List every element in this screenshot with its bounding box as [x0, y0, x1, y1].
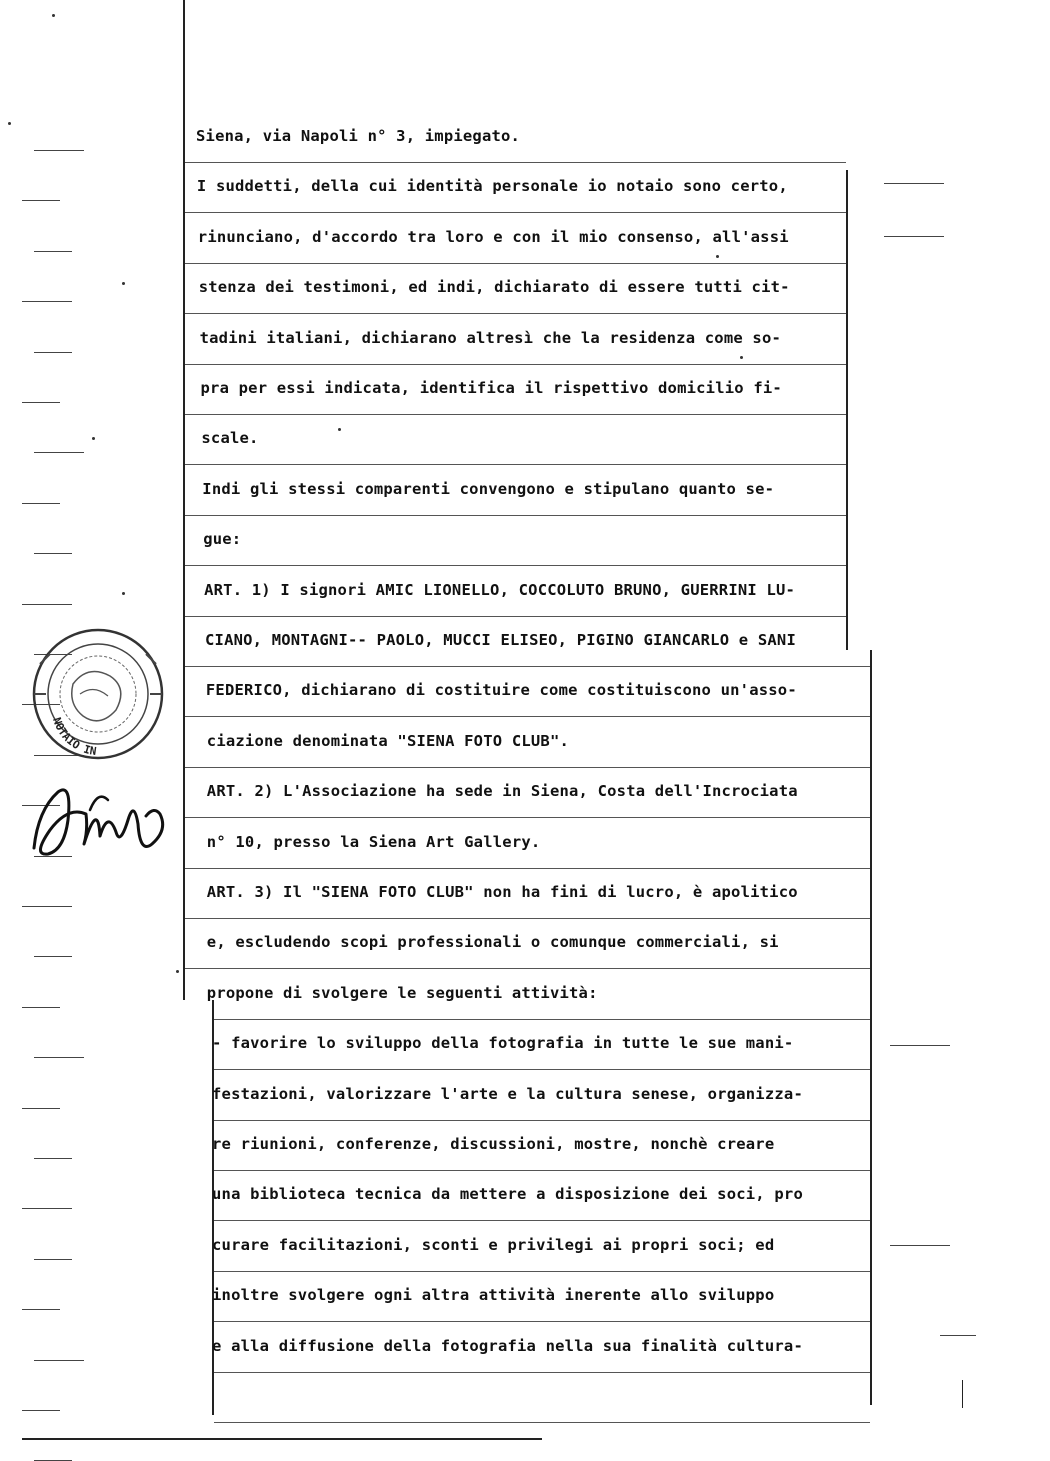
ruled-line: [185, 666, 870, 667]
document-line: scale.: [201, 429, 259, 448]
document-line: rinunciano, d'accordo tra loro e con il mio consenso, all'assi: [197, 227, 789, 246]
right-margin-dash: [884, 183, 944, 184]
ruled-line: [185, 968, 870, 969]
right-margin-rule-lower: [870, 650, 872, 1405]
document-line: Indi gli stessi comparenti convengono e stipulano quanto se-: [202, 479, 775, 498]
document-line: CIANO, MONTAGNI-- PAOLO, MUCCI ELISEO, PIGINO GIANCARLO e SANI: [205, 631, 796, 649]
ruled-line: [185, 817, 870, 818]
margin-dash: [22, 1108, 60, 1109]
speck: [176, 970, 179, 973]
ruled-line: [214, 1372, 870, 1373]
margin-dash: [34, 452, 84, 453]
speck: [52, 14, 55, 17]
margin-dash: [34, 1360, 84, 1361]
speck: [740, 356, 743, 359]
document-line: stenza dei testimoni, ed indi, dichiarato di essere tutti cit-: [198, 278, 790, 297]
speck: [92, 437, 95, 440]
margin-dash: [22, 301, 72, 302]
right-margin-dash: [884, 236, 944, 237]
ruled-line: [214, 1321, 870, 1322]
ruled-line: [185, 565, 846, 566]
speck: [716, 255, 719, 258]
ruled-line: [185, 464, 846, 465]
ruled-line: [214, 1422, 870, 1423]
left-margin-rule: [183, 0, 185, 1000]
ruled-line: [214, 1271, 870, 1272]
margin-dash: [34, 251, 72, 252]
document-line: ART. 1) I signori AMIC LIONELLO, COCCOLUTO BRUNO, GUERRINI LU-: [204, 580, 796, 599]
notary-seal: [28, 624, 168, 774]
ruled-line: [214, 1069, 870, 1070]
ruled-line: [214, 1170, 870, 1171]
right-margin-dash: [940, 1335, 976, 1336]
margin-dash: [34, 1057, 84, 1058]
margin-dash: [34, 1259, 72, 1260]
right-margin-dash: [890, 1045, 950, 1046]
document-line: ART. 2) L'Associazione ha sede in Siena, Costa dell'Incrociata: [206, 782, 798, 801]
speck: [338, 428, 341, 431]
document-line: ART. 3) Il "SIENA FOTO CLUB" non ha fini di lucro, è apolitico: [206, 883, 798, 901]
ruled-line: [185, 212, 846, 213]
margin-dash: [34, 352, 72, 353]
ruled-line: [185, 263, 846, 264]
margin-dash: [34, 1158, 72, 1159]
document-line: inoltre svolgere ogni altra attività inerente allo sviluppo: [212, 1286, 775, 1305]
margin-dash: [22, 402, 60, 403]
ruled-line: [214, 1019, 870, 1020]
document-line: - favorire lo sviluppo della fotografia in tutte le sue mani-: [212, 1034, 794, 1053]
margin-dash: [22, 1410, 60, 1411]
margin-dash: [34, 956, 72, 957]
speck: [122, 282, 125, 285]
speck: [8, 122, 11, 125]
document-line: gue:: [203, 530, 242, 549]
margin-dash: [22, 1007, 60, 1008]
margin-dash: [22, 1208, 72, 1209]
right-margin-dash: [890, 1245, 950, 1246]
notary-signature: [28, 770, 178, 865]
ruled-line: [214, 1120, 870, 1121]
ruled-line: [185, 364, 846, 365]
speck: [122, 592, 125, 595]
margin-dash: [22, 200, 60, 201]
ruled-line: [185, 868, 870, 869]
ruled-line: [185, 918, 870, 919]
margin-dash: [22, 906, 72, 907]
margin-dash: [34, 553, 72, 554]
document-line: e alla diffusione della fotografia nella sua finalità cultura-: [212, 1336, 803, 1355]
ruled-line: [214, 1220, 870, 1221]
margin-dash: [34, 150, 84, 151]
document-line: tadini italiani, dichiarano altresì che la residenza come so-: [199, 328, 782, 347]
margin-dash: [22, 604, 72, 605]
right-edge-tick: [962, 1380, 963, 1408]
document-line: ciazione denominata "SIENA FOTO CLUB".: [206, 731, 570, 750]
document-line: I suddetti, della cui identità personale io notaio sono certo,: [196, 177, 788, 196]
document-line: festazioni, valorizzare l'arte e la cultura senese, organizza-: [212, 1084, 803, 1103]
margin-dash: [22, 1309, 60, 1310]
ruled-line: [185, 313, 846, 314]
ruled-line: [185, 716, 870, 717]
ruled-line: [185, 767, 870, 768]
bottom-rule: [22, 1438, 542, 1440]
ruled-line: [185, 162, 846, 163]
ruled-line: [185, 616, 846, 617]
document-line: pra per essi indicata, identifica il rispettivo domicilio fi-: [200, 379, 782, 397]
right-margin-rule: [846, 170, 848, 650]
seal-text: NOTAIO IN: [50, 715, 98, 759]
document-line: n° 10, presso la Siena Art Gallery.: [206, 832, 541, 851]
document-line: propone di svolgere le seguenti attività:: [206, 983, 598, 1002]
document-line: curare facilitazioni, sconti e privilegi ai propri soci; ed: [212, 1235, 775, 1254]
document-line: e, escludendo scopi professionali o comunque commerciali, si: [206, 933, 779, 952]
document-line: FEDERICO, dichiarano di costituire come costituiscono un'asso-: [205, 681, 797, 700]
document-line: una biblioteca tecnica da mettere a disposizione dei soci, pro: [212, 1185, 803, 1204]
ruled-line: [185, 414, 846, 415]
document-line: Siena, via Napoli n° 3, impiegato.: [196, 127, 521, 145]
margin-dash: [22, 503, 60, 504]
document-line: re riunioni, conferenze, discussioni, mostre, nonchè creare: [212, 1135, 775, 1153]
ruled-line: [185, 515, 846, 516]
